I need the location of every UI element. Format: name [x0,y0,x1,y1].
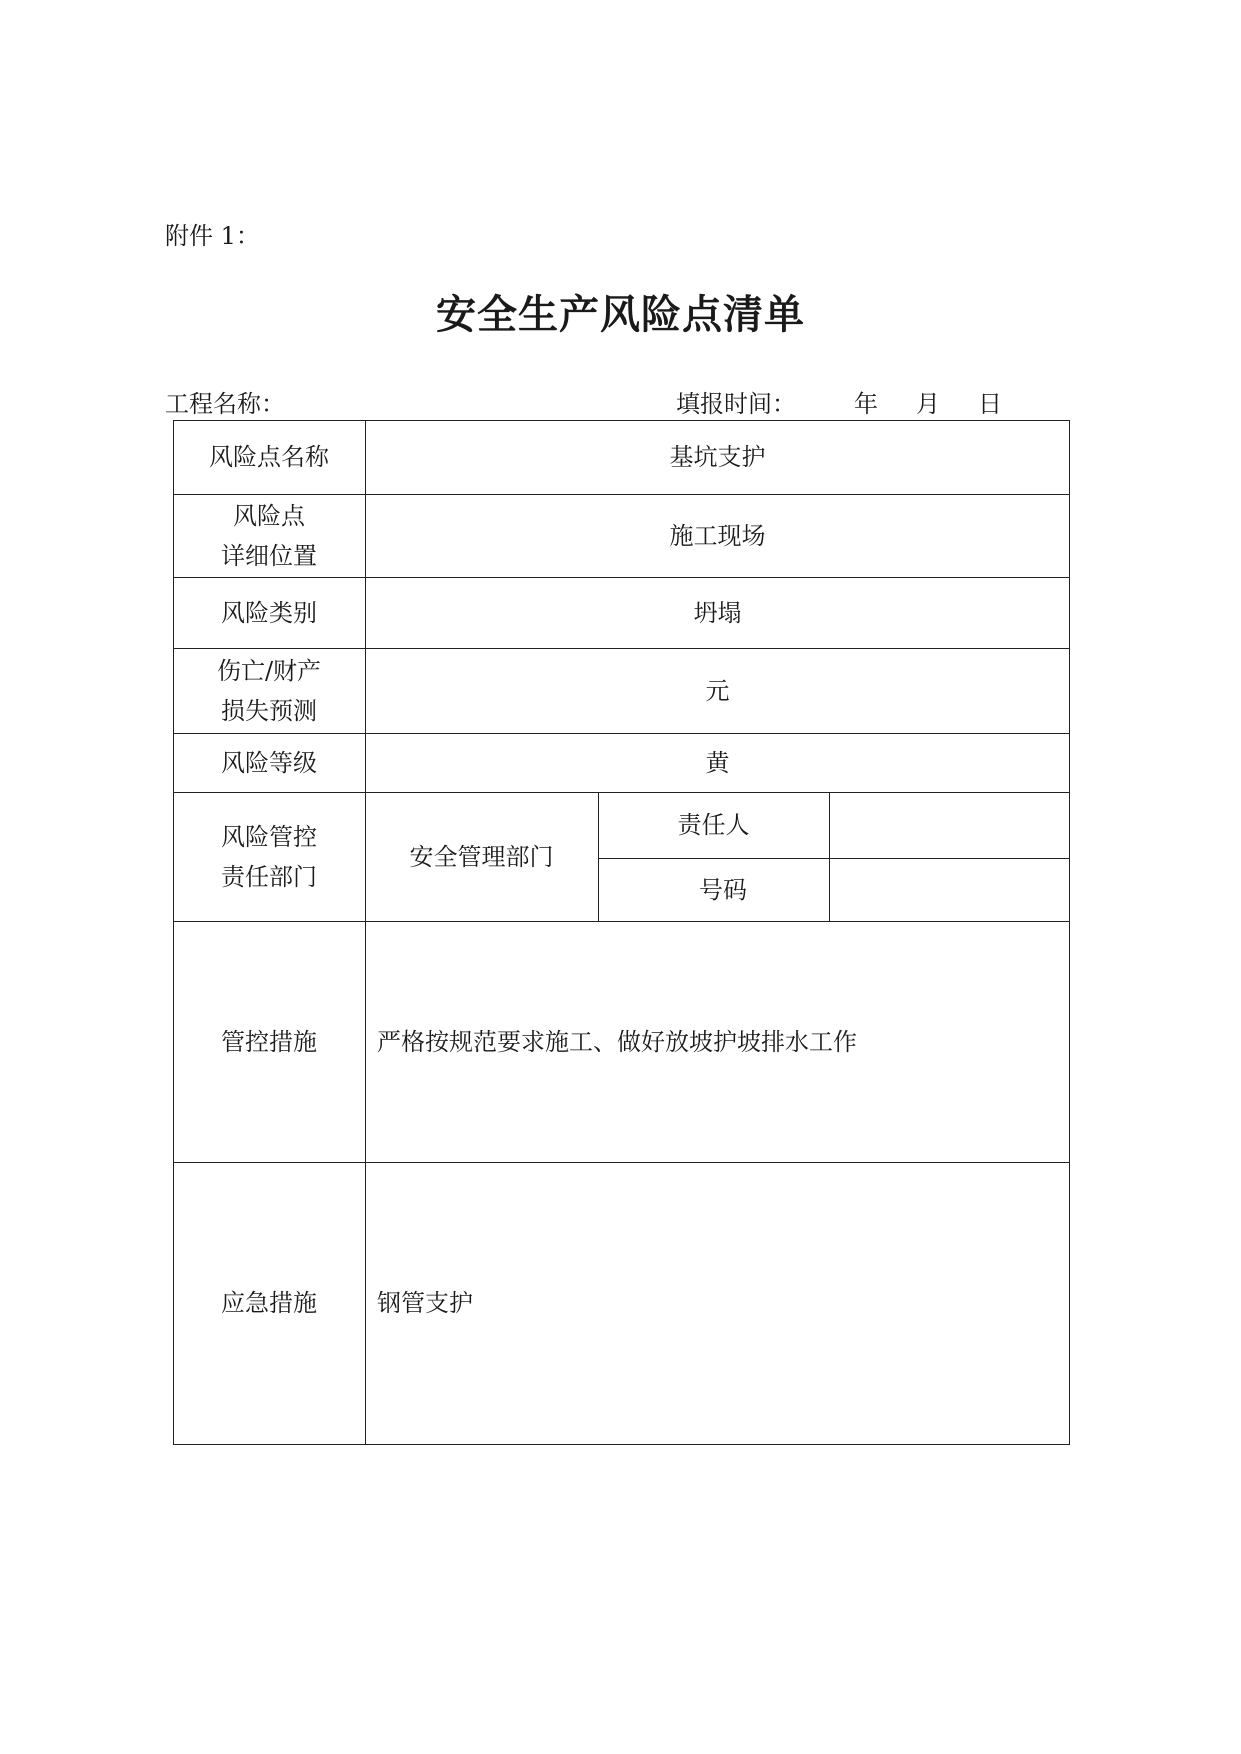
risk-level-value: 黄 [705,748,730,777]
document-title: 安全生产风险点清单 [436,291,805,338]
phone-label: 号码 [699,875,747,904]
risk-level-label: 风险等级 [221,748,317,777]
emergency-measures-label: 应急措施 [221,1289,317,1317]
fill-time [676,389,1002,419]
phone-value[interactable] [829,858,1070,921]
attachment-number: 附件 1： [165,222,260,250]
risk-point-name-label: 风险点名称 [209,443,329,471]
loss-forecast-value: 元 [705,676,730,705]
table-border-bottom [173,1444,1070,1445]
risk-point-location-label: 风险点 详细位置 [221,501,317,570]
responsible-person-value[interactable] [829,792,1070,858]
fill-time-month: 月 [916,390,940,418]
loss-forecast-label: 伤亡/财产 损失预测 [216,656,322,725]
control-measures-label: 管控措施 [221,1027,317,1056]
risk-point-location-value: 施工现场 [669,521,766,550]
responsible-department-label: 风险管控 责任部门 [221,822,317,891]
project-name-label: 工程名称： [165,390,285,418]
fill-time-day: 日 [978,390,1002,418]
emergency-measures-value: 钢管支护 [377,1289,473,1317]
risk-category-label: 风险类别 [221,598,317,627]
risk-category-value: 坍塌 [693,598,742,627]
fill-time-year: 年 [854,390,878,418]
risk-point-table [173,420,1070,1445]
responsible-department-value: 安全管理部门 [409,842,554,871]
risk-point-name-value: 基坑支护 [669,443,766,471]
responsible-person-label: 责任人 [677,811,750,839]
fill-time-label: 填报时间： [676,390,796,418]
control-measures-value: 严格按规范要求施工、做好放坡护坡排水工作 [377,1027,857,1056]
